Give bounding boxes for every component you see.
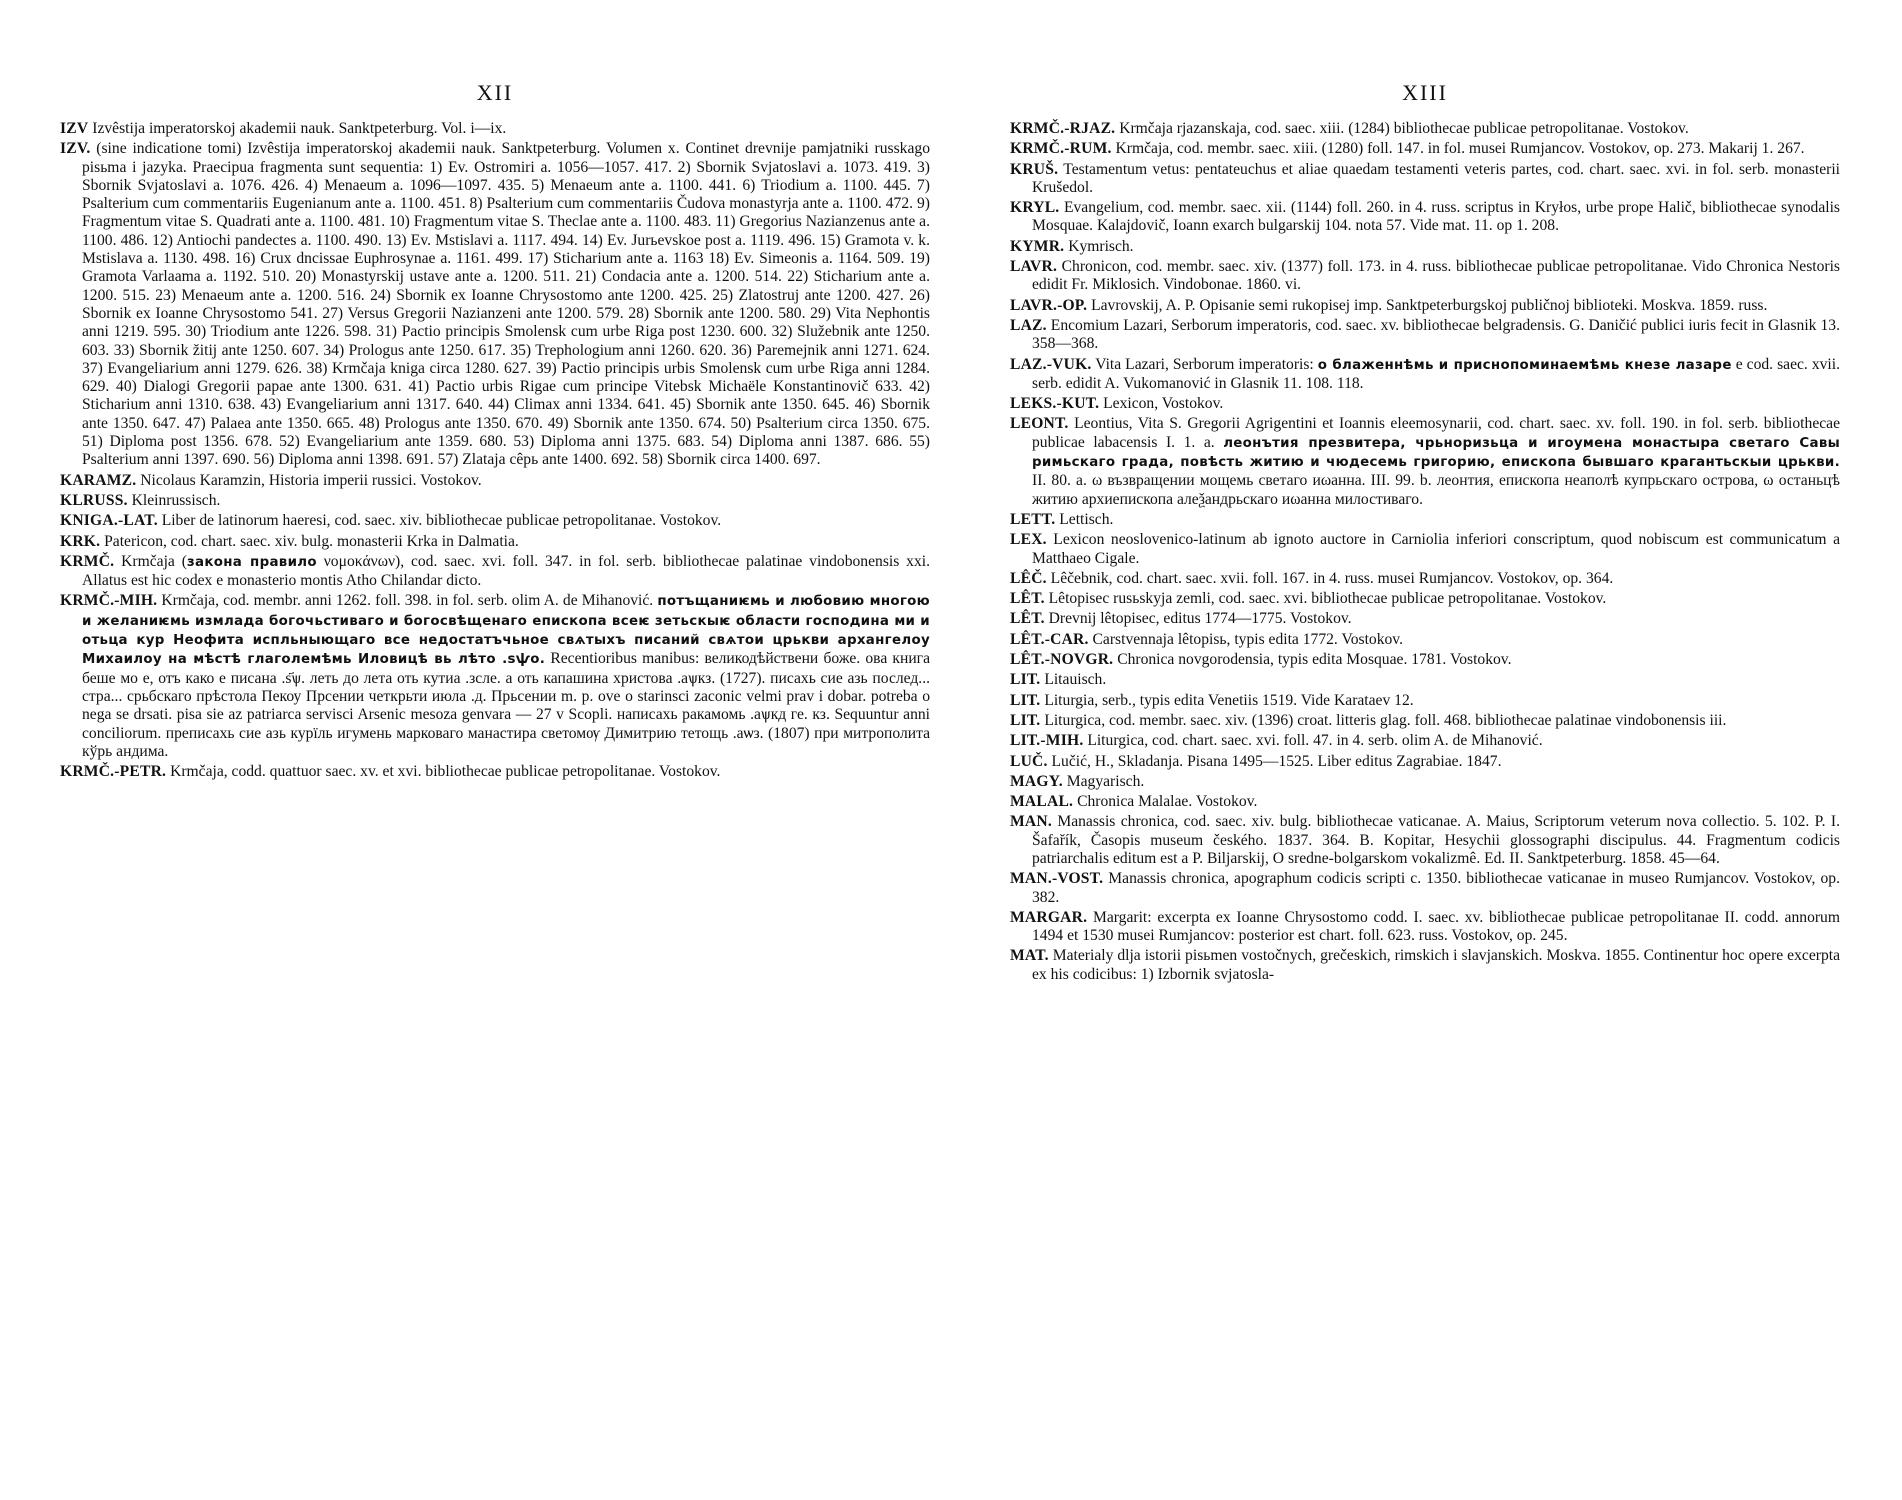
dictionary-entry xyxy=(1010,297,1840,315)
entry-abbreviation: MAT. xyxy=(1010,947,1049,965)
entry-abbreviation: LAVR. xyxy=(1010,258,1058,276)
entry-text: Chronica Malalae. Vostokov. xyxy=(1077,793,1258,811)
entry-abbreviation: KLRUSS. xyxy=(60,491,128,509)
entry-text: Magyarisch. xyxy=(1066,772,1145,790)
dictionary-entry xyxy=(1010,258,1840,295)
entry-text: Lexicon, Vostokov. xyxy=(1103,395,1224,413)
entry-text: Krmčaja ( xyxy=(121,552,187,570)
dictionary-entry xyxy=(60,120,930,138)
entry-text: Patericon, cod. chart. saec. xiv. bulg. monasterii Krka in Dalmatia. xyxy=(104,532,519,550)
dictionary-entry xyxy=(60,553,930,591)
entry-abbreviation: LÊT. xyxy=(1010,610,1045,628)
entry-text: (sine indicatione tomi) Izvêstija imperatorskoj akademii nauk. Sanktpeterburg. Volumen x. Continet drevnije pamjatniki russkago pisьma i jazyka. Praecipua fragmenta sunt sequentia: 1) Ev. Ostromiri a. 1056—1057. 417. 2) Sbornik Svjatoslavi a. 1073. 419. 3) Sbornik Svjatoslavi a. 1076. 426. 4) Menaeum a. 1096—1097. 435. 5) Menaeum ante a. 1100. 441. 6) Triodium a. 1100. 445. 7) Psalterium cum commentariis Eugenianum ante a. 1100. 451. 8) Psalterium cum commentariis Čudova monastyrja ante a. 1100. 472. 9) Fragmentum vitae S. Quadrati ante a. 1100. 481. 10) Fragmentum vitae S. Theclae ante a. 1100. 483. 11) Gregorius Nazianzenus ante a. 1100. 486. 12) Antiochi pandectes a. 1100. 490. 13) Ev. Mstislavi a. 1117. 494. 14) Ev. Jurьevskoe post a. 1119. 496. 15) Gramota v. k. Mstislava a. 1130. 498. 16) Crux dncissae Euphrosynae a. 1161. 499. 17) Sticharium ante a. 1163 18) Ev. Simeonis a. 1164. 509. 19) Gramota Varlaama a. 1192. 510. 20) Monastyrskij ustave ante a. 1200. 511. 21) Condacia ante a. 1200. 514. 22) Sticharium ante a. 1200. 515. 23) Menaeum ante a. 1200. 516. 24) Sbornik ex Ioanne Chrysostomo ante 1200. 425. 25) Zlatostruj ante 1200. 427. 26) Sbornik ex Ioanne Chrysostomo 541. 27) Versus Gregorii Nazianzeni ante 1200. 579. 28) Sbornik ante 1200. 580. 29) Vita Nephontis anni 1219. 595. 30) Triodium ante 1226. 598. 31) Pactio principis Smolensk cum urbe Riga post 1230. 600. 32) Služebnik ante 1250. 603. 33) Sbornik žitij ante 1250. 607. 34) Prologus ante 1250. 617. 35) Trephologium anni 1260. 620. 36) Paremejnik anni 1271. 624. 37) Evangeliarium anni 1279. 626. 38) Krmčaja kniga circa 1280. 627. 39) Pactio principis urbis Smolensk cum urbe Riga anni 1284. 629. 40) Dialogi Gregorii papae ante 1300. 631. 41) Pactio urbis Rigae cum principe Vitebsk Michaële Konstantinovič 633. 42) Sticharium anni 1310. 638. 43) Evangeliarium anni 1317. 640. 44) Climax anni 1334. 641. 45) Sbornik ante 1350. 645. 46) Sbornik ante 1350. 647. 47) Palaea ante 1350. 665. 48) Prologus ante 1350. 670. 49) Sbornik ante 1350. 674. 50) Psalterium circa 1350. 675. 51) Diploma post 1356. 678. 52) Evangeliarium ante 1359. 680. 53) Diploma anni 1375. 683. 54) Diploma anni 1387. 686. 55) Psalterium anni 1397. 690. 56) Diploma anni 1398. 691. 57) Zlataja cêpь ante 1400. 692. 58) Sbornik circa 1400. 697. xyxy=(82,140,930,469)
entry-text: Recentioribus manibus: великодѣйствени боже. ова книга беше мо е, отъ како е писана .ѕ҃ѱ. леть до лета оть кутиа .зсле. а оть капашина христова .аѱкз. (1727). писахь сие азь послед... стра... срьбскаго прѣстола Пекоу Прсении четкрьти июла .д. Прьсении m. p. ove o starinsci zaconic velmi prav i dobar. potreba o nega se drsati. pisa sie az patriarca servisci Arsenic mesoza genvara — 27 v Scopli. написахь ракамомь .аѱкд ге. кз. Sequuntur anni conciliorum. преписахь сие азь курїль игумень марковаго манастира светомѹ Димитрию тетощь .аѡз. (1807) при митрополита кўрь андима. xyxy=(82,650,931,760)
entry-abbreviation: LETT. xyxy=(1010,510,1056,528)
entry-abbreviation: KRMČ.-MIH. xyxy=(60,592,158,610)
entry-text: Manassis chronica, apographum codicis scripti c. 1350. bibliothecae vaticanae in museo Rumjancov. Vostokov, op. 382. xyxy=(1032,870,1841,906)
entry-abbreviation: LÊT.-NOVGR. xyxy=(1010,651,1114,669)
entry-text: νομοκάνων), cod. saec. xvi. foll. 347. in fol. serb. bibliothecae palatinae vindobonensis xxi. Allatus est hic codex e monasterio montis Atho Chilandar dicto. xyxy=(82,552,930,590)
entry-abbreviation: KYMR. xyxy=(1010,237,1065,255)
entry-text: Manassis chronica, cod. saec. xiv. bulg. bibliothecae vaticanae. A. Maius, Scriptorum veterum nova collectio. 5. 102. P. I. Šafařík, Časopis museum českého. 1837. 364. B. Kopitar, Hesychii glossographi discipulus. 44. Fragmentum codicis patriarchalis editum est a P. Biljarskij, O sredne-bolgarskom vokalizmê. Ed. II. Sanktpeterburg. 1858. 45—64. xyxy=(1032,813,1840,867)
dictionary-entry xyxy=(1010,531,1840,568)
entry-text: Krmčaja, codd. quattuor saec. xv. et xvi. bibliothecae publicae petropolitanae. Vostokov. xyxy=(170,763,721,781)
entry-abbreviation: LEX. xyxy=(1010,531,1047,549)
dictionary-entry xyxy=(1010,161,1840,198)
entry-abbreviation: LUČ. xyxy=(1010,752,1048,770)
entry-abbreviation: LAZ. xyxy=(1010,316,1047,334)
entry-abbreviation: LIT. xyxy=(1010,691,1041,709)
entry-abbreviation: LÊT. xyxy=(1010,590,1045,608)
entry-abbreviation: MAN. xyxy=(1010,813,1052,831)
dictionary-entry xyxy=(1010,610,1840,628)
dictionary-entry xyxy=(1010,395,1840,413)
dictionary-entry xyxy=(1010,511,1840,529)
dictionary-entry xyxy=(1010,753,1840,771)
entry-text: Vita Lazari, Serborum imperatoris: xyxy=(1095,355,1318,373)
entry-abbreviation: LAZ.-VUK. xyxy=(1010,355,1092,373)
entry-text: Lêčebnik, cod. chart. saec. xvii. foll. 167. in 4. russ. musei Rumjancov. Vostokov, op. 364. xyxy=(1050,569,1614,587)
entry-text: Materialy dlja istorii pisьmen vostočnych, grečeskich, rimskich i slavjanskich. Moskva. 1855. Continentur hoc opere excerpta ex his codicibus: 1) Izbornik svjatosla- xyxy=(1032,947,1840,983)
entry-abbreviation: KRUŠ. xyxy=(1010,160,1059,178)
entry-text: Krmčaja, cod. membr. saec. xiii. (1280) foll. 147. in fol. musei Rumjancov. Vostokov, op. 273. Makarij 1. 267. xyxy=(1115,140,1805,158)
entry-abbreviation: LEONT. xyxy=(1010,415,1069,433)
dictionary-entry xyxy=(1010,631,1840,649)
dictionary-entry xyxy=(1010,773,1840,791)
entry-abbreviation: LIT. xyxy=(1010,711,1041,729)
entry-text: Evangelium, cod. membr. saec. xii. (1144) foll. 260. in 4. russ. scriptus in Kryłos, urbe prope Halič, bibliothecae synodalis Mosquae. Kalajdovič, Ioann exarch bulgarskij 104. nota 57. Vide mat. 11. op 1. 208. xyxy=(1032,199,1840,235)
entry-abbreviation: KRYL. xyxy=(1010,199,1060,217)
entry-cyrillic-quote: леонътия презвитера, чрьноризьца и игоумена монастыра светаго Савы римьскаго града, повѣсть житию и чюдесемь григорию, епископа бывшаго крагантьскыи црькви. xyxy=(1032,435,1841,471)
entry-text: Leontius, Vita S. Gregorii Agrigentini et Ioannis eleemosynarii, cod. chart. saec. xv. foll. 190. in fol. serb. bibliothecae publicae labacensis I. 1. a. xyxy=(1032,415,1840,451)
dictionary-entry xyxy=(60,512,930,530)
dictionary-entry xyxy=(1010,712,1840,730)
right-page xyxy=(1010,0,1840,1500)
entry-abbreviation: KRMČ.-RUM. xyxy=(1010,140,1112,158)
entry-abbreviation: KRMČ.-RJAZ. xyxy=(1010,120,1116,137)
dictionary-entry xyxy=(60,763,930,781)
dictionary-entry xyxy=(1010,238,1840,256)
entry-text: Liturgica, cod. membr. saec. xiv. (1396) croat. litteris glag. foll. 468. bibliothecae palatinae vindobonensis iii. xyxy=(1044,711,1727,729)
entry-abbreviation: MAN.-VOST. xyxy=(1010,870,1104,888)
dictionary-entry xyxy=(1010,947,1840,984)
entry-abbreviation: KNIGA.-LAT. xyxy=(60,512,158,530)
entry-text: Chronica novgorodensia, typis edita Mosquae. 1781. Vostokov. xyxy=(1117,651,1512,669)
entry-abbreviation: IZV xyxy=(60,120,89,137)
dictionary-entry xyxy=(1010,140,1840,158)
entry-abbreviation: LÊT.-CAR. xyxy=(1010,630,1089,648)
dictionary-entry xyxy=(1010,651,1840,669)
entry-abbreviation: KRMČ.-PETR. xyxy=(60,763,167,781)
dictionary-entry xyxy=(1010,671,1840,689)
dictionary-entry xyxy=(1010,570,1840,588)
dictionary-entry xyxy=(1010,120,1840,138)
dictionary-entries xyxy=(1010,120,1840,984)
entry-text: Krmčaja, cod. membr. anni 1262. foll. 398. in fol. serb. olim A. de Mihanović. xyxy=(161,592,658,610)
entry-text: Litauisch. xyxy=(1044,671,1107,689)
dictionary-entry xyxy=(60,472,930,490)
dictionary-entry xyxy=(60,592,930,761)
entry-abbreviation: LEKS.-KUT. xyxy=(1010,395,1100,413)
dictionary-entry xyxy=(1010,356,1840,394)
dictionary-entry xyxy=(60,533,930,551)
entry-text: Lexicon neoslovenico-latinum ab ignoto auctore in Carniolia inferiori conscriptum, quod nobiscum est communicatum a Matthaeo Cigale. xyxy=(1032,531,1840,567)
entry-text: Drevnij lêtopisec, editus 1774—1775. Vostokov. xyxy=(1048,610,1352,628)
dictionary-entry xyxy=(1010,793,1840,811)
dictionary-entries xyxy=(60,120,930,781)
dictionary-entry xyxy=(60,140,930,469)
entry-text: Testamentum vetus: pentateuchus et aliae quaedam testamenti veteris partes, cod. chart. saec. xvi. in fol. serb. monasterii Krušedol. xyxy=(1032,160,1840,196)
entry-abbreviation: MARGAR. xyxy=(1010,908,1088,926)
dictionary-entry xyxy=(1010,870,1840,907)
entry-text: Lavrovskij, A. P. Opisanie semi rukopisej imp. Sanktpeterburgskoj publičnoj biblioteki. Moskva. 1859. russ. xyxy=(1091,296,1768,314)
entry-text: Nicolaus Karamzin, Historia imperii russici. Vostokov. xyxy=(140,471,482,489)
entry-text: Carstvennaja lêtopisь, typis edita 1772. Vostokov. xyxy=(1092,630,1403,648)
entry-abbreviation: KRK. xyxy=(60,532,101,550)
dictionary-entry xyxy=(1010,909,1840,946)
dictionary-entry xyxy=(1010,199,1840,236)
entry-text: e cod. saec. xvii. serb. edidit A. Vukomanović in Glasnik 11. 108. 118. xyxy=(1032,355,1840,392)
entry-text: Liturgia, serb., typis edita Venetiis 1519. Vide Karataev 12. xyxy=(1044,691,1414,709)
dictionary-entry xyxy=(1010,415,1840,508)
entry-abbreviation: MALAL. xyxy=(1010,793,1074,811)
entry-text: Lêtopisec rusьskyja zemli, cod. saec. xvi. bibliothecae publicae petropolitanae. Vostokov. xyxy=(1048,590,1607,608)
entry-abbreviation: KARAMZ. xyxy=(60,471,137,489)
dictionary-entry xyxy=(1010,590,1840,608)
dictionary-entry xyxy=(1010,317,1840,354)
entry-text: Liturgica, cod. chart. saec. xvi. foll. 47. in 4. serb. olim A. de Mihanović. xyxy=(1087,732,1543,750)
entry-cyrillic-quote: о блаженнѣмь и приснопоминаемѣмь кнезе лазаре xyxy=(1317,357,1732,373)
entry-text: Krmčaja rjazanskaja, cod. saec. xiii. (1284) bibliothecae publicae petropolitanae. Vostokov. xyxy=(1119,120,1689,137)
entry-abbreviation: LÊČ. xyxy=(1010,569,1047,587)
entry-cyrillic-quote: закона правило xyxy=(186,554,317,570)
entry-text: Encomium Lazari, Serborum imperatoris, cod. saec. xv. bibliothecae belgradensis. G. Daničić publici iuris fecit in Glasnik 13. 358—368. xyxy=(1032,316,1840,353)
entry-text: Izvêstija imperatorskoj akademii nauk. Sanktpeterburg. Vol. i—ix. xyxy=(92,120,507,137)
entry-text: Kleinrussisch. xyxy=(131,491,221,509)
entry-text: Chronicon, cod. membr. saec. xiv. (1377) foll. 173. in 4. russ. bibliothecae publicae petropolitanae. Vido Chronica Nestoris edidit Fr. Miklosich. Vindobonae. 1860. vi. xyxy=(1032,258,1840,294)
entry-text: Margarit: excerpta ex Ioanne Chrysostomo codd. I. saec. xv. bibliothecae publicae petropolitanae II. codd. annorum 1494 et 1530 musei Rumjancov: posterior est chart. foll. 623. russ. Vostokov, op. 245. xyxy=(1032,908,1840,945)
dictionary-entry xyxy=(1010,692,1840,710)
left-page xyxy=(60,0,930,1500)
entry-abbreviation: KRMČ. xyxy=(60,552,115,570)
entry-text: Lettisch. xyxy=(1059,510,1114,528)
entry-text: Kymrisch. xyxy=(1068,237,1134,255)
entry-text: Liber de latinorum haeresi, cod. saec. xiv. bibliothecae publicae petropolitanae. Vostokov. xyxy=(161,512,722,530)
page-number: XII xyxy=(476,80,514,105)
entry-abbreviation: IZV. xyxy=(60,140,91,158)
entry-abbreviation: LIT.-MIH. xyxy=(1010,732,1084,750)
entry-abbreviation: LIT. xyxy=(1010,671,1041,689)
entry-cyrillic-quote: потъщаниѥмь и любовию многою и желаниѥмь измлада богочьстиваго и богосвѣщенаго епископа всеѥ зетьскыѥ области господина ми и отьца кур Неофита испльныющаго все недостатъчьное свѧтыхъ писаний свѧтои црькви архангелоу Михаилоу на мѣстѣ глаголемѣмь Иловицѣ вь лѣто .ѕѱо. xyxy=(82,594,930,668)
entry-abbreviation: MAGY. xyxy=(1010,772,1063,790)
dictionary-entry xyxy=(1010,732,1840,750)
entry-abbreviation: LAVR.-OP. xyxy=(1010,296,1088,314)
entry-text: II. 80. a. ω възвращении мощемь светаго иωанна. III. 99. b. леонтия, епископа неаполѣ купрьскаго острова, ω останьцѣ житию архиепископа алеѯандрьскаго иωанна милостиваго. xyxy=(1032,472,1840,508)
dictionary-entry xyxy=(1010,813,1840,868)
page-number: XIII xyxy=(1402,80,1448,105)
dictionary-entry xyxy=(60,492,930,510)
entry-text: Lučić, H., Skladanja. Pisana 1495—1525. Liber editus Zagrabiae. 1847. xyxy=(1051,752,1502,770)
